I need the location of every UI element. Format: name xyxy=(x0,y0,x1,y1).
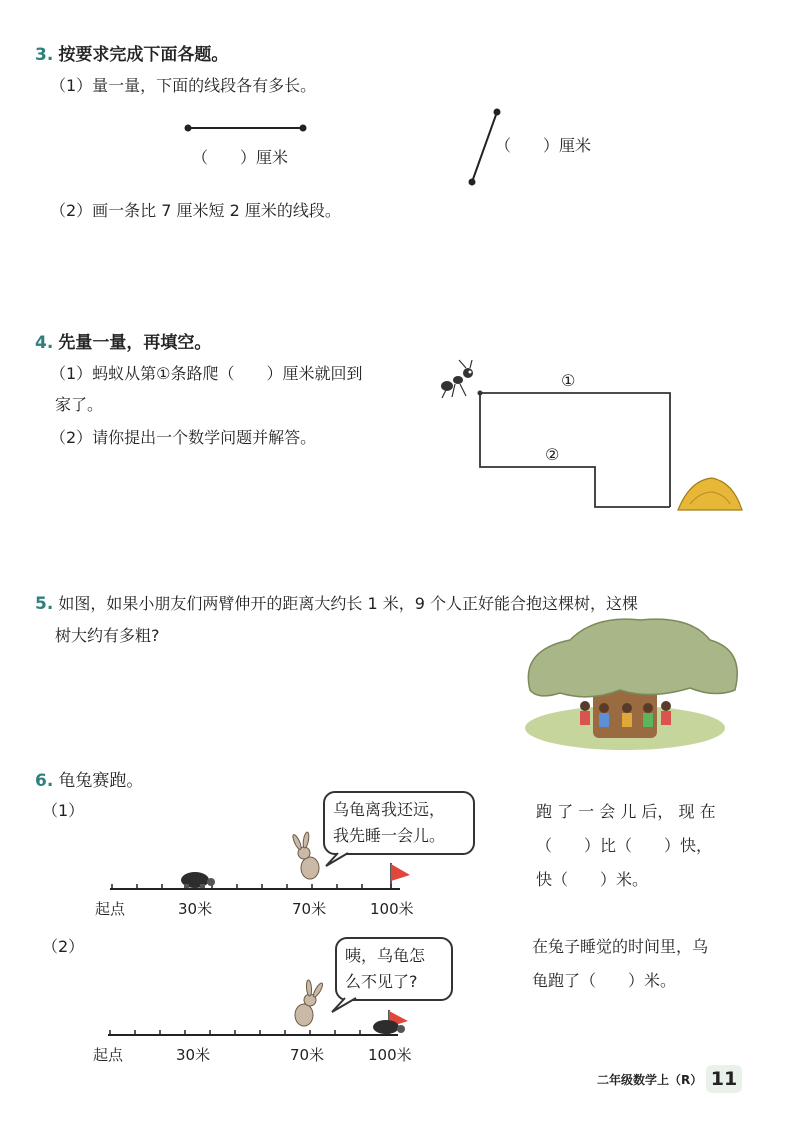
q3-part1: （1）量一量，下面的线段各有多长。 xyxy=(50,76,317,95)
track1-label-70: 70米 xyxy=(292,900,327,918)
bubble2-line2: 么不见了? xyxy=(345,972,418,991)
q6-part2-label: （2） xyxy=(42,937,85,956)
track2-label-start: 起点 xyxy=(93,1046,124,1064)
track2-label-100: 100米 xyxy=(368,1046,412,1064)
q6-part1-label: （1） xyxy=(42,801,85,820)
route-2-label: ② xyxy=(545,445,560,464)
track1-label-100: 100米 xyxy=(370,900,414,918)
q3-blank-horizontal: （ ）厘米 xyxy=(192,148,289,167)
track1-label-30: 30米 xyxy=(178,900,213,918)
route-1-label: ① xyxy=(561,371,576,390)
q6-part2-line1: 在兔子睡觉的时间里，乌 xyxy=(532,937,709,956)
q6-part1-line1: 跑 了 一 会 儿 后， 现 在 xyxy=(536,802,716,821)
q6-part1-line2: （ ）比（ ）快， xyxy=(536,836,713,855)
q3-number: 3. xyxy=(35,45,54,65)
track2-label-70: 70米 xyxy=(290,1046,325,1064)
track2-label-30: 30米 xyxy=(176,1046,211,1064)
track1-label-start: 起点 xyxy=(95,900,126,918)
q4-title: 先量一量，再填空。 xyxy=(58,333,212,353)
bubble2-tail xyxy=(332,998,356,1012)
q5-number: 5. xyxy=(35,594,54,614)
q4-part1-line2: 家了。 xyxy=(55,395,104,414)
q3-blank-slanted: （ ）厘米 xyxy=(495,136,592,155)
q5-line2: 树大约有多粗? xyxy=(55,626,160,645)
bubble2-line1: 咦，乌龟怎 xyxy=(345,946,426,965)
page-number: 11 xyxy=(706,1065,742,1093)
q4-part1-line1: （1）蚂蚁从第①条路爬（ ）厘米就回到 xyxy=(50,364,363,383)
q6-title: 龟兔赛跑。 xyxy=(58,771,144,791)
q4-part2: （2）请你提出一个数学问题并解答。 xyxy=(50,428,317,447)
bubble1-line2: 我先睡一会儿。 xyxy=(333,826,446,845)
footer-label: 二年级数学上（R） xyxy=(597,1073,703,1087)
bubble1-line1: 乌龟离我还远， xyxy=(333,800,446,819)
q6-part2-text xyxy=(532,930,708,998)
rabbit-icon xyxy=(295,980,324,1026)
q6-number: 6. xyxy=(35,771,54,791)
q6-part2-line2: 龟跑了（ ）米。 xyxy=(532,971,677,990)
q4-number: 4. xyxy=(35,333,54,353)
q5-text-line1: 如图，如果小朋友们两臂伸开的距离大约长 1 米，9 个人正好能合抱这棵树，这棵 xyxy=(58,594,639,613)
q3-title: 按要求完成下面各题。 xyxy=(58,45,229,65)
q3-part2: （2）画一条比 7 厘米短 2 厘米的线段。 xyxy=(50,201,341,220)
q6-part1-line3: 快（ ）米。 xyxy=(536,870,649,889)
